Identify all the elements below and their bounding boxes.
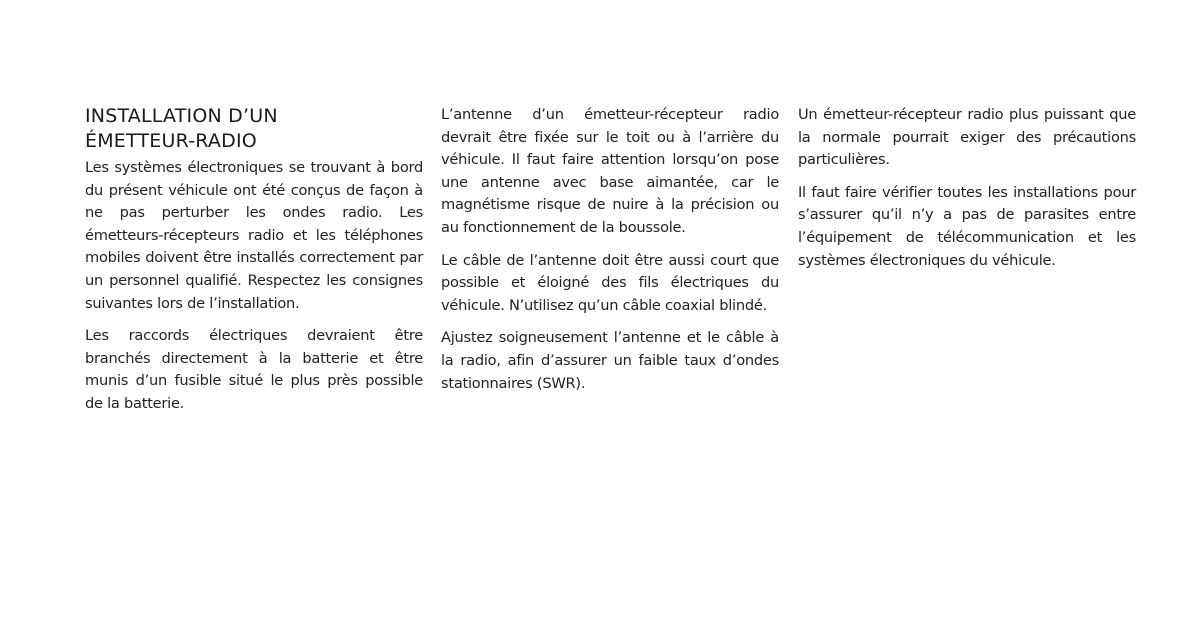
paragraph: Les raccords électriques devraient être branchés directement à la batterie et être munis d’un fusible situé le plus près possible de la batterie. <box>85 327 423 412</box>
paragraph: Ajustez soigneusement l’antenne et le câble à la radio, afin d’assurer un faible taux d’ondes stationnaires (SWR). <box>441 329 779 392</box>
section-title <box>85 104 423 154</box>
paragraph: Le câble de l’antenne doit être aussi court que possible et éloigné des fils électriques du véhicule. N’utilisez qu’un câble coaxial blindé. <box>441 251 779 314</box>
column-3 <box>798 104 1136 282</box>
paragraph: Les systèmes électroniques se trouvant à bord du présent véhicule ont été conçus de façon à ne pas perturber les ondes radio. Les émetteurs-récepteurs radio et les téléphones mobiles doivent être installés correctement par un personnel qualifié. Respectez les consignes suivantes lors de l’installation. <box>85 159 423 312</box>
column-1 <box>85 104 423 426</box>
section-title-line-2: ÉMETTEUR-RADIO <box>85 130 257 152</box>
section-title-line-1: INSTALLATION D’UN <box>85 105 278 127</box>
paragraph: Il faut faire vérifier toutes les installations pour s’assurer qu’il n’y a pas de parasites entre l’équipement de télécommunication et les systèmes électroniques du véhicule. <box>798 183 1136 269</box>
paragraph: L’antenne d’un émetteur-récepteur radio devrait être fixée sur le toit ou à l’arrière du véhicule. Il faut faire attention lorsqu’on pose une antenne avec base aimantée, car le magnétisme risque de nuire à la précision ou au fonctionnement de la boussole. <box>441 106 779 236</box>
column-2 <box>441 104 779 405</box>
paragraph: Un émetteur-récepteur radio plus puissant que la normale pourrait exiger des précautions particulières. <box>798 106 1136 169</box>
